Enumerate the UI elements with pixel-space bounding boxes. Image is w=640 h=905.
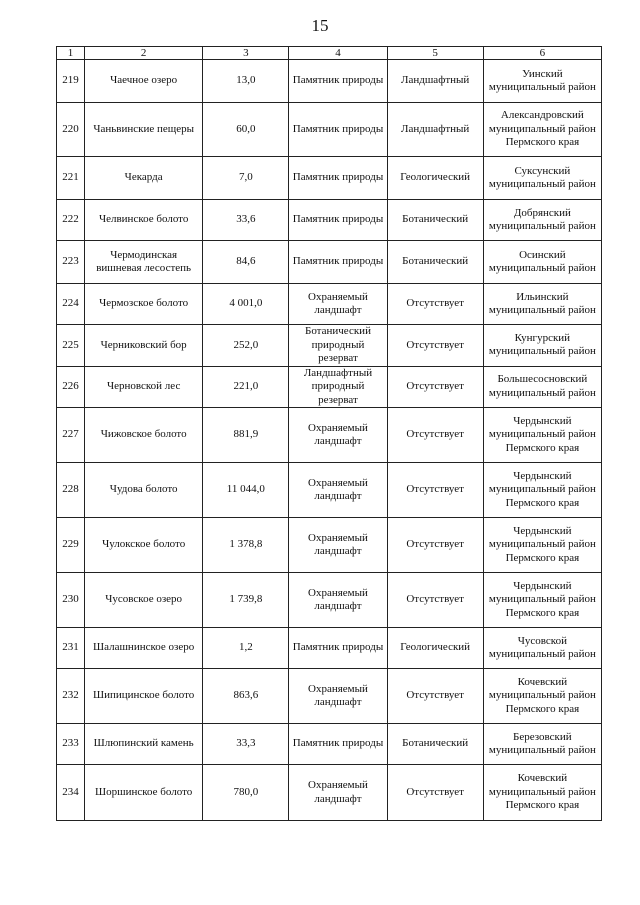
category-cell: Охраняемый ландшафт bbox=[289, 669, 387, 724]
row-number-cell: 229 bbox=[57, 518, 85, 573]
profile-cell: Отсутствует bbox=[387, 463, 483, 518]
profile-cell: Отсутствует bbox=[387, 366, 483, 408]
location-cell: Чердынский муниципальный район Пермского края bbox=[483, 573, 601, 628]
profile-cell: Геологический bbox=[387, 628, 483, 669]
category-cell: Памятник природы bbox=[289, 60, 387, 103]
name-cell: Черновской лес bbox=[85, 366, 203, 408]
table-row bbox=[57, 724, 602, 765]
category-cell: Памятник природы bbox=[289, 241, 387, 284]
column-header: 3 bbox=[203, 47, 289, 60]
row-number-cell: 228 bbox=[57, 463, 85, 518]
area-cell: 881,9 bbox=[203, 408, 289, 463]
area-cell: 252,0 bbox=[203, 325, 289, 367]
name-cell: Челвинское болото bbox=[85, 200, 203, 241]
name-cell: Чудова болото bbox=[85, 463, 203, 518]
location-cell: Чердынский муниципальный район Пермского края bbox=[483, 518, 601, 573]
name-cell: Чаньвинские пещеры bbox=[85, 103, 203, 157]
profile-cell: Отсутствует bbox=[387, 325, 483, 367]
profile-cell: Отсутствует bbox=[387, 765, 483, 821]
area-cell: 1 739,8 bbox=[203, 573, 289, 628]
area-cell: 4 001,0 bbox=[203, 284, 289, 325]
location-cell: Добрянский муниципальный район bbox=[483, 200, 601, 241]
area-cell: 221,0 bbox=[203, 366, 289, 408]
column-header: 2 bbox=[85, 47, 203, 60]
location-cell: Уинский муниципальный район bbox=[483, 60, 601, 103]
location-cell: Чусовской муниципальный район bbox=[483, 628, 601, 669]
location-cell: Березовский муниципальный район bbox=[483, 724, 601, 765]
category-cell: Охраняемый ландшафт bbox=[289, 573, 387, 628]
row-number-cell: 234 bbox=[57, 765, 85, 821]
profile-cell: Ландшафтный bbox=[387, 103, 483, 157]
column-header: 6 bbox=[483, 47, 601, 60]
column-number-row bbox=[57, 47, 602, 60]
profile-cell: Ботанический bbox=[387, 200, 483, 241]
category-cell: Охраняемый ландшафт bbox=[289, 408, 387, 463]
name-cell: Чермодинская вишневая лесостепь bbox=[85, 241, 203, 284]
row-number-cell: 224 bbox=[57, 284, 85, 325]
area-cell: 863,6 bbox=[203, 669, 289, 724]
name-cell: Чулокское болото bbox=[85, 518, 203, 573]
name-cell: Черниковский бор bbox=[85, 325, 203, 367]
location-cell: Ильинский муниципальный район bbox=[483, 284, 601, 325]
name-cell: Шипицинское болото bbox=[85, 669, 203, 724]
location-cell: Кочевский муниципальный район Пермского края bbox=[483, 669, 601, 724]
category-cell: Памятник природы bbox=[289, 628, 387, 669]
row-number-cell: 223 bbox=[57, 241, 85, 284]
protected-areas-table bbox=[56, 46, 602, 821]
area-cell: 13,0 bbox=[203, 60, 289, 103]
name-cell: Шлюпинский камень bbox=[85, 724, 203, 765]
category-cell: Памятник природы bbox=[289, 157, 387, 200]
table-row bbox=[57, 518, 602, 573]
name-cell: Чаечное озеро bbox=[85, 60, 203, 103]
profile-cell: Отсутствует bbox=[387, 669, 483, 724]
profile-cell: Ботанический bbox=[387, 241, 483, 284]
area-cell: 60,0 bbox=[203, 103, 289, 157]
row-number-cell: 219 bbox=[57, 60, 85, 103]
category-cell: Ландшафтный природный резерват bbox=[289, 366, 387, 408]
location-cell: Кочевский муниципальный район Пермского края bbox=[483, 765, 601, 821]
profile-cell: Отсутствует bbox=[387, 408, 483, 463]
table-row bbox=[57, 366, 602, 408]
profile-cell: Ботанический bbox=[387, 724, 483, 765]
category-cell: Памятник природы bbox=[289, 200, 387, 241]
name-cell: Шалашнинское озеро bbox=[85, 628, 203, 669]
row-number-cell: 233 bbox=[57, 724, 85, 765]
profile-cell: Отсутствует bbox=[387, 518, 483, 573]
table-row bbox=[57, 325, 602, 367]
page-number: 15 bbox=[311, 16, 329, 35]
category-cell: Ботанический природный резерват bbox=[289, 325, 387, 367]
area-cell: 33,3 bbox=[203, 724, 289, 765]
name-cell: Чижовское болото bbox=[85, 408, 203, 463]
category-cell: Памятник природы bbox=[289, 103, 387, 157]
location-cell: Чердынский муниципальный район Пермского края bbox=[483, 408, 601, 463]
category-cell: Охраняемый ландшафт bbox=[289, 284, 387, 325]
row-number-cell: 232 bbox=[57, 669, 85, 724]
table-body bbox=[57, 60, 602, 821]
table-row bbox=[57, 408, 602, 463]
area-cell: 33,6 bbox=[203, 200, 289, 241]
column-header: 5 bbox=[387, 47, 483, 60]
table-row bbox=[57, 573, 602, 628]
location-cell: Кунгурский муниципальный район bbox=[483, 325, 601, 367]
name-cell: Чекарда bbox=[85, 157, 203, 200]
table-row bbox=[57, 463, 602, 518]
category-cell: Памятник природы bbox=[289, 724, 387, 765]
table-row bbox=[57, 669, 602, 724]
area-cell: 7,0 bbox=[203, 157, 289, 200]
name-cell: Шоршинское болото bbox=[85, 765, 203, 821]
profile-cell: Ландшафтный bbox=[387, 60, 483, 103]
row-number-cell: 230 bbox=[57, 573, 85, 628]
category-cell: Охраняемый ландшафт bbox=[289, 765, 387, 821]
table-row bbox=[57, 765, 602, 821]
area-cell: 780,0 bbox=[203, 765, 289, 821]
table-row bbox=[57, 284, 602, 325]
location-cell: Осинский муниципальный район bbox=[483, 241, 601, 284]
row-number-cell: 220 bbox=[57, 103, 85, 157]
area-cell: 1 378,8 bbox=[203, 518, 289, 573]
profile-cell: Геологический bbox=[387, 157, 483, 200]
row-number-cell: 227 bbox=[57, 408, 85, 463]
row-number-cell: 222 bbox=[57, 200, 85, 241]
column-header: 4 bbox=[289, 47, 387, 60]
table-row bbox=[57, 60, 602, 103]
name-cell: Чусовское озеро bbox=[85, 573, 203, 628]
profile-cell: Отсутствует bbox=[387, 573, 483, 628]
category-cell: Охраняемый ландшафт bbox=[289, 518, 387, 573]
name-cell: Чермозское болото bbox=[85, 284, 203, 325]
area-cell: 84,6 bbox=[203, 241, 289, 284]
row-number-cell: 225 bbox=[57, 325, 85, 367]
area-cell: 11 044,0 bbox=[203, 463, 289, 518]
table-row bbox=[57, 241, 602, 284]
column-header: 1 bbox=[57, 47, 85, 60]
row-number-cell: 231 bbox=[57, 628, 85, 669]
row-number-cell: 226 bbox=[57, 366, 85, 408]
row-number-cell: 221 bbox=[57, 157, 85, 200]
location-cell: Суксунский муниципальный район bbox=[483, 157, 601, 200]
location-cell: Александровский муниципальный район Пермского края bbox=[483, 103, 601, 157]
table-row bbox=[57, 157, 602, 200]
category-cell: Охраняемый ландшафт bbox=[289, 463, 387, 518]
table-row bbox=[57, 200, 602, 241]
location-cell: Большесосновский муниципальный район bbox=[483, 366, 601, 408]
profile-cell: Отсутствует bbox=[387, 284, 483, 325]
table-row bbox=[57, 103, 602, 157]
area-cell: 1,2 bbox=[203, 628, 289, 669]
location-cell: Чердынский муниципальный район Пермского края bbox=[483, 463, 601, 518]
table-row bbox=[57, 628, 602, 669]
